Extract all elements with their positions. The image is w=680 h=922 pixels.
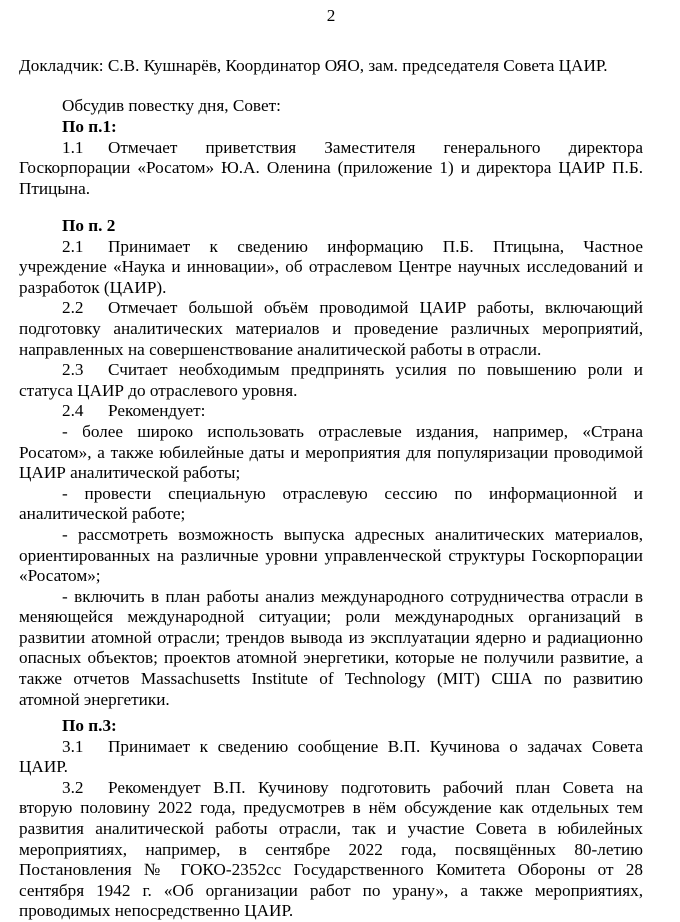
bullet-line: опасных объектов; проектов атомной энергетики, которые не получили развитие, а — [19, 648, 643, 668]
section-2 — [19, 216, 643, 710]
section-3 — [19, 716, 643, 922]
paragraph-line: подготовку аналитических материалов и проведение различных мероприятий, — [19, 318, 643, 338]
bullet-line: ориентированных на различные уровни управленческой структуры Госкорпорации — [19, 545, 643, 565]
item-number: 2.2 — [62, 298, 84, 318]
item-number: 1.1 — [62, 137, 84, 157]
paragraph-line: развития аналитической работы отрасли, так и участие Совета в юбилейных — [19, 818, 643, 838]
bullet-line: - включить в план работы анализ международного сотрудничества отрасли в — [62, 586, 643, 606]
speaker-text: Докладчик: С.В. Кушнарёв, Координатор ОЯО, зам. председателя Совета ЦАИР. — [19, 56, 608, 75]
paragraph-line: сентября 1942 г. «Об организации работ по урану», а также мероприятиях, — [19, 880, 643, 900]
intro-text: Обсудив повестку дня, Совет: — [62, 96, 281, 115]
bullet-line: Росатом», а также юбилейные даты и мероприятия для популяризации проводимой — [19, 442, 643, 462]
paragraph-line: разработок (ЦАИР). — [19, 277, 167, 297]
section-heading: По п.3: — [62, 716, 117, 735]
intro-line — [19, 96, 643, 117]
paragraph-line: мероприятиях, например, в сентябре 2022 года, посвящённых 80-летию — [19, 839, 643, 859]
paragraph-line: направленных на совершенствование аналитической работы в отрасли. — [19, 339, 542, 359]
paragraph-line: 3.2 Рекомендует В.П. Кучинову подготовить рабочий план Совета на — [62, 777, 643, 797]
paragraph-line: статуса ЦАИР до отраслевого уровня. — [19, 380, 298, 400]
paragraph-line: проводимых непосредственно ЦАИР. — [19, 901, 294, 921]
paragraph-line: 3.1 Принимает к сведению сообщение В.П. Кучинова о задачах Совета — [62, 736, 643, 756]
paragraph-line: Постановления № ГОКО-2352сс Государственного Комитета Обороны от 28 — [19, 860, 643, 880]
paragraph-line: Госкорпорации «Росатом» Ю.А. Оленина (приложение 1) и директора ЦАИР П.Б. — [19, 158, 643, 178]
item-number: 3.1 — [62, 736, 84, 756]
paragraph-line: вторую половину 2022 года, предусмотрев в нём обсуждение как отдельных тем — [19, 798, 643, 818]
page-number: 2 — [326, 6, 336, 25]
paragraph-line: 1.1 Отмечает приветствия Заместителя генерального директора — [62, 137, 643, 157]
item-number: 2.4 — [62, 401, 84, 421]
speaker-line — [19, 56, 643, 77]
bullet-line: - более широко использовать отраслевые издания, например, «Страна — [62, 421, 643, 441]
paragraph-line: ЦАИР. — [19, 757, 68, 777]
paragraph-line: 2.3 Считает необходимым предпринять усилия по повышению роли и — [62, 360, 643, 380]
bullet-line: «Росатом»; — [19, 566, 101, 586]
bullet-line: ЦАИР аналитической работы; — [19, 463, 241, 483]
item-number: 2.3 — [62, 360, 84, 380]
paragraph-line: учреждение «Наука и инновации», об отраслевом Центре научных исследований и — [19, 257, 643, 277]
paragraph-line: 2.2 Отмечает большой объём проводимой ЦАИР работы, включающий — [62, 298, 643, 318]
section-heading: По п.1: — [62, 117, 117, 136]
bullet-line: атомной энергетики. — [19, 689, 170, 709]
item-number: 3.2 — [62, 777, 84, 797]
item-number: 2.1 — [62, 236, 84, 256]
bullet-line: также отчетов Massachusetts Institute of Technology (MIT) США по развитию — [19, 669, 643, 689]
bullet-line: развитии атомной отрасли; трендов вывода из эксплуатации ядерно и радиационно — [19, 627, 643, 647]
bullet-line: аналитической работе; — [19, 504, 186, 524]
paragraph-line: 2.1 Принимает к сведению информацию П.Б. Птицына, Частное — [62, 236, 643, 256]
paragraph-line: 2.4 Рекомендует: — [62, 401, 206, 421]
bullet-line: меняющейся международной ситуации; роли международных организаций в — [19, 607, 643, 627]
bullet-line: - провести специальную отраслевую сессию по информационной и — [62, 483, 643, 503]
paragraph-line: Птицына. — [19, 178, 90, 198]
section-heading: По п. 2 — [62, 216, 116, 235]
section-1 — [19, 117, 643, 199]
bullet-line: - рассмотреть возможность выпуска адресных аналитических материалов, — [62, 524, 643, 544]
